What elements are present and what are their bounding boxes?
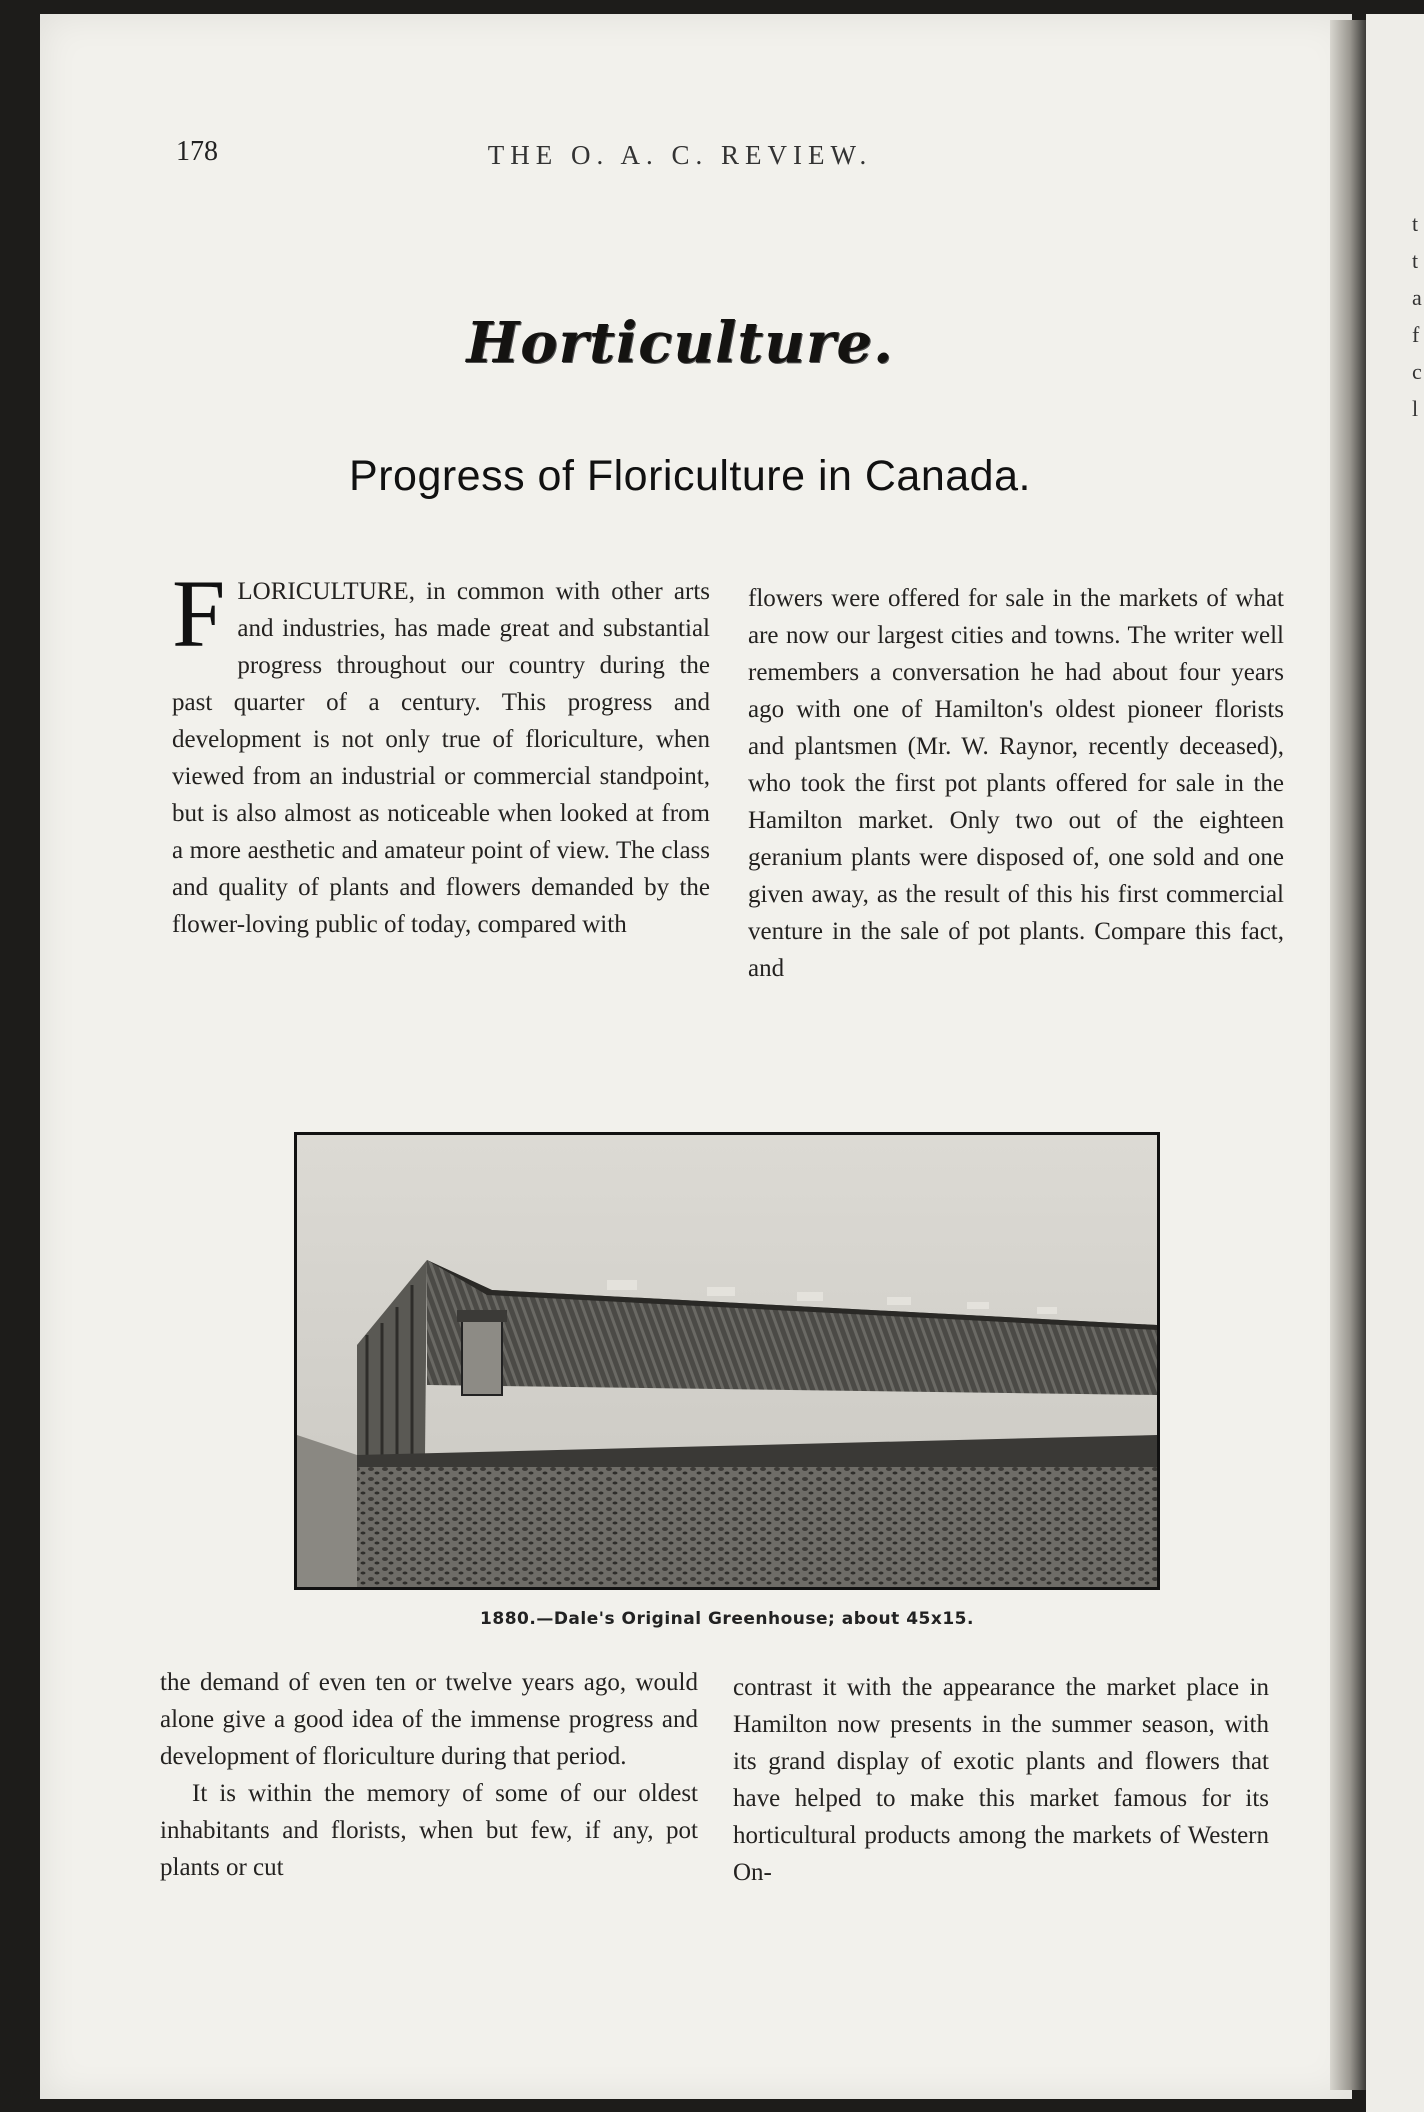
adjacent-letter: t [1412,248,1419,273]
adjacent-page-text [1412,205,1424,427]
running-head: THE O. A. C. REVIEW. [487,140,873,170]
paragraph-text: contrast it with the appearance the market place in Hamilton now presents in the summer season, with its grand display of exotic plants and flowers that have helped to make this market famous for its horticultural products among the markets of Western On- [733,1674,1269,1886]
section-title: Horticulture. [466,310,894,376]
greenhouse-illustration [297,1135,1157,1587]
paragraph-text: flowers were offered for sale in the markets of what are now our largest cities and towns. The writer well remembers a conversation he had about four years ago with one of Hamilton's oldest pioneer florists and plantsmen (Mr. W. Raynor, recently deceased), who took the first pot plants offered for sale in the Hamilton market. Only two out of the eighteen geranium plants were disposed of, one sold and one given away, as the result of this his first commercial venture in the sale of pot plants. Compare this fact, and [748,585,1284,982]
opening-paragraph-text: LORICULTURE, in common with other arts and industries, has made great and substantial progress throughout our country during the past quarter of a century. This progress and development is not only true of floriculture, when viewed from an industrial or commercial standpoint, but is also almost as noticeable when looked at from a more aesthetic and amateur point of view. The class and quality of plants and flowers demanded by the flower-loving public of today, compared with [172,578,710,938]
article-title: Progress of Floriculture in Canada. [349,452,1031,500]
adjacent-letter: f [1412,322,1420,347]
adjacent-letter: t [1412,211,1419,236]
page-number: 178 [176,136,218,167]
opening-paragraph [172,560,710,943]
adjacent-letter: c [1412,359,1422,384]
text-column-2 [748,580,1284,987]
page-header [0,136,1424,176]
adjacent-letter: a [1412,285,1422,310]
adjacent-letter: l [1412,396,1419,421]
text-column-1 [172,560,710,943]
paragraph-text: It is within the memory of some of our oldest inhabitants and florists, when but few, if any, pot plants or cut [160,1780,698,1881]
page-gutter [1330,20,1366,2090]
figure-caption: 1880.—Dale's Original Greenhouse; about 45x15. [480,1609,974,1629]
paragraph-text: the demand of even ten or twelve years ago, would alone give a good idea of the immense progress and development of floriculture during that period. [160,1669,698,1770]
drop-cap: F [172,560,226,667]
text-column-3 [160,1664,698,1886]
text-column-4 [733,1669,1269,1891]
greenhouse-photo [294,1132,1160,1590]
